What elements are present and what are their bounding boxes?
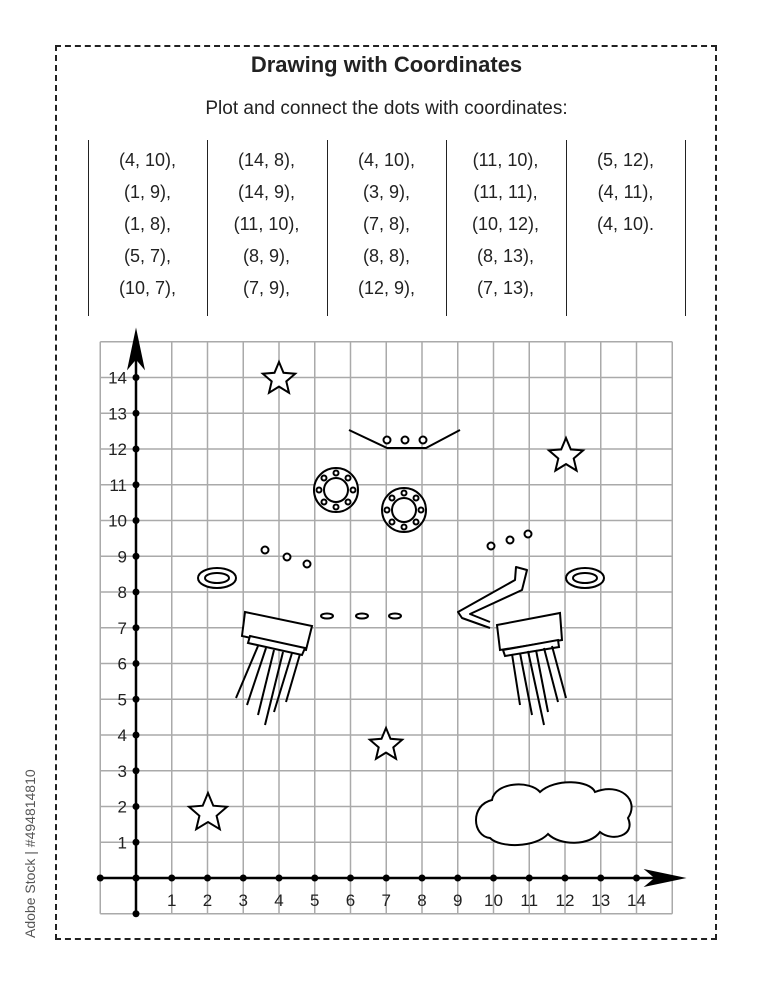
coordinate-pair: (11, 10), bbox=[233, 214, 300, 234]
x-tick-label: 3 bbox=[238, 891, 248, 910]
x-axis-tick-dot bbox=[204, 875, 211, 882]
porthole-bolt bbox=[385, 508, 390, 513]
cloud-icon bbox=[476, 782, 632, 845]
y-axis-tick-dot bbox=[133, 624, 140, 631]
y-tick-label: 3 bbox=[117, 761, 127, 781]
y-axis-tick-dot bbox=[133, 553, 140, 560]
coordinate-pair: (8, 9), bbox=[242, 246, 290, 266]
y-axis-tick-dot bbox=[133, 481, 140, 488]
watermark-text: Adobe Stock | #494814810 bbox=[22, 769, 38, 938]
y-tick-label: 12 bbox=[108, 440, 127, 459]
y-tick-label: 7 bbox=[117, 618, 127, 638]
coordinate-pair: (8, 13), bbox=[476, 246, 535, 266]
coordinate-pair: (12, 9), bbox=[357, 278, 416, 298]
coordinate-pair: (7, 9), bbox=[242, 278, 290, 298]
y-axis-tick-dot bbox=[133, 589, 140, 596]
porthole-bolt bbox=[317, 488, 322, 493]
x-axis-tick-dot bbox=[633, 875, 640, 882]
worksheet-title: Drawing with Coordinates bbox=[250, 52, 523, 77]
y-tick-label: 13 bbox=[108, 404, 127, 424]
coordinate-pair: (1, 9), bbox=[123, 182, 171, 202]
y-axis-tick-dot bbox=[133, 839, 140, 846]
y-axis-tick-dot bbox=[133, 660, 140, 667]
small-oval bbox=[356, 614, 368, 619]
x-tick-label: 4 bbox=[274, 891, 284, 910]
x-axis-tick-dot bbox=[490, 875, 497, 882]
coordinate-pair: (4, 10), bbox=[357, 150, 416, 170]
porthole-bolt bbox=[351, 488, 356, 493]
y-tick-label: 10 bbox=[108, 511, 127, 531]
y-axis-tick-dot bbox=[133, 446, 140, 453]
coordinate-pair: (10, 12), bbox=[471, 214, 540, 234]
thrust-line bbox=[528, 651, 544, 725]
thrust-line bbox=[512, 654, 520, 705]
x-tick-label: 11 bbox=[520, 891, 539, 910]
thrust-line bbox=[286, 654, 300, 702]
small-dot bbox=[525, 531, 532, 538]
porthole-bolt bbox=[321, 500, 326, 505]
y-tick-label: 11 bbox=[109, 475, 127, 495]
porthole-bolt bbox=[334, 471, 339, 476]
rivet-dot bbox=[384, 437, 391, 444]
x-axis-tick-dot bbox=[97, 875, 104, 882]
porthole-inner bbox=[324, 478, 348, 502]
rivet-dot bbox=[420, 437, 427, 444]
y-tick-label: 2 bbox=[117, 797, 127, 817]
porthole-bolt bbox=[346, 475, 351, 480]
y-axis-tick-dot bbox=[133, 875, 140, 882]
y-tick-label: 9 bbox=[117, 547, 127, 567]
coordinate-pair: (11, 10), bbox=[472, 150, 539, 170]
small-dot bbox=[304, 561, 311, 568]
y-tick-label: 1 bbox=[117, 833, 127, 853]
coordinate-pair: (5, 12), bbox=[596, 150, 655, 170]
porthole-bolt bbox=[334, 505, 339, 510]
porthole-bolt bbox=[346, 500, 351, 505]
porthole-bolt bbox=[389, 495, 394, 500]
porthole-bolt bbox=[414, 495, 419, 500]
y-axis-tick-dot bbox=[133, 910, 140, 917]
porthole-bolt bbox=[389, 520, 394, 525]
thrust-line bbox=[236, 646, 258, 698]
coordinate-pair: (11, 11), bbox=[473, 182, 538, 202]
x-axis-tick-dot bbox=[240, 875, 247, 882]
coordinate-pair: (3, 9), bbox=[362, 182, 410, 202]
coordinate-pair: (14, 9), bbox=[237, 182, 296, 202]
x-tick-label: 9 bbox=[453, 891, 463, 910]
x-axis-tick-dot bbox=[168, 875, 175, 882]
coordinate-pair: (4, 10). bbox=[596, 214, 655, 234]
small-dot bbox=[488, 543, 495, 550]
y-axis-tick-dot bbox=[133, 803, 140, 810]
coordinate-pair: (14, 8), bbox=[237, 150, 296, 170]
y-axis-tick-dot bbox=[133, 410, 140, 417]
porthole-bolt bbox=[321, 475, 326, 480]
coordinate-pair: (5, 7), bbox=[123, 246, 171, 266]
thrust-line bbox=[258, 650, 274, 715]
rivet-dot bbox=[402, 437, 409, 444]
x-tick-label: 7 bbox=[381, 891, 391, 910]
coordinate-pair: (1, 8), bbox=[123, 214, 171, 234]
coordinate-pair: (4, 11), bbox=[597, 182, 654, 202]
thrust-line bbox=[274, 653, 292, 712]
x-axis-tick-dot bbox=[562, 875, 569, 882]
coordinate-pair: (7, 8), bbox=[362, 214, 410, 234]
y-tick-label: 6 bbox=[117, 654, 127, 674]
x-axis-tick-dot bbox=[347, 875, 354, 882]
coordinate-pair: (8, 8), bbox=[362, 246, 410, 266]
coordinate-pair: (4, 10), bbox=[118, 150, 177, 170]
y-axis-tick-dot bbox=[133, 696, 140, 703]
ring-inner bbox=[205, 573, 229, 583]
x-tick-label: 8 bbox=[417, 891, 427, 910]
x-tick-label: 14 bbox=[627, 891, 646, 910]
y-axis-tick-dot bbox=[133, 374, 140, 381]
porthole-bolt bbox=[402, 491, 407, 496]
x-axis-tick-dot bbox=[526, 875, 533, 882]
y-axis-tick-dot bbox=[133, 767, 140, 774]
x-axis-tick-dot bbox=[454, 875, 461, 882]
x-axis-tick-dot bbox=[276, 875, 283, 882]
x-tick-label: 12 bbox=[555, 891, 575, 910]
x-axis-tick-dot bbox=[597, 875, 604, 882]
x-tick-label: 2 bbox=[202, 891, 213, 910]
x-tick-label: 13 bbox=[591, 891, 611, 910]
x-axis-tick-dot bbox=[419, 875, 426, 882]
porthole-bolt bbox=[419, 508, 424, 513]
y-tick-label: 4 bbox=[117, 726, 127, 745]
coordinate-pair: (7, 13), bbox=[476, 278, 535, 298]
x-axis-tick-dot bbox=[311, 875, 318, 882]
small-dot bbox=[262, 547, 269, 554]
x-tick-label: 6 bbox=[345, 891, 356, 910]
thrust-line bbox=[544, 648, 558, 702]
x-axis-tick-dot bbox=[383, 875, 390, 882]
x-tick-label: 1 bbox=[167, 891, 177, 910]
small-dot bbox=[284, 554, 291, 561]
y-tick-label: 5 bbox=[117, 690, 127, 710]
small-dot bbox=[507, 537, 514, 544]
hook-arm-icon bbox=[458, 567, 527, 628]
small-oval bbox=[321, 614, 333, 619]
y-axis-tick-dot bbox=[133, 732, 140, 739]
x-tick-label: 5 bbox=[310, 891, 320, 910]
y-axis-tick-dot bbox=[133, 517, 140, 524]
worksheet-instructions: Plot and connect the dots with coordinates: bbox=[205, 98, 568, 119]
ring-inner bbox=[573, 573, 597, 583]
star-icon bbox=[549, 438, 583, 471]
y-tick-label: 14 bbox=[108, 368, 127, 388]
small-oval bbox=[389, 614, 401, 619]
porthole-inner bbox=[392, 498, 416, 522]
x-tick-label: 10 bbox=[484, 891, 503, 910]
porthole-bolt bbox=[402, 525, 407, 530]
porthole-bolt bbox=[414, 520, 419, 525]
y-tick-label: 8 bbox=[117, 583, 127, 602]
coordinate-pair: (10, 7), bbox=[118, 278, 177, 298]
